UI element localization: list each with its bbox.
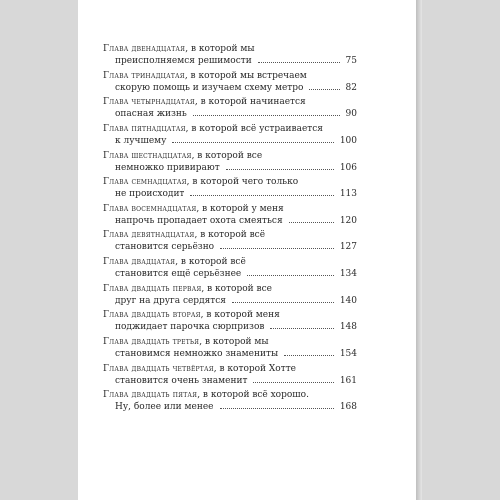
chapter-title: Глава двенадцатая	[103, 44, 186, 54]
page-number: 106	[339, 162, 357, 173]
page-number: 90	[345, 109, 357, 120]
page-number: 75	[345, 56, 357, 66]
chapter-subtitle-start: , в которой всё устраивается	[185, 123, 323, 134]
table-of-contents	[103, 43, 357, 416]
chapter-subtitle-end: Ну, более или менее	[115, 402, 214, 413]
chapter-title: Глава семнадцатая	[103, 177, 187, 188]
chapter-subtitle-start: , в которой чего только	[186, 177, 299, 188]
chapter-title: Глава двадцать первая	[103, 283, 202, 294]
dot-leader	[258, 54, 340, 63]
chapter-title: Глава пятнадцатая	[103, 123, 186, 134]
chapter-subtitle-start: , в которой всё	[175, 257, 246, 268]
page-number: 154	[339, 349, 357, 360]
chapter-subtitle-start: , в которой все	[201, 283, 272, 294]
dot-leader	[289, 214, 334, 223]
chapter-title: Глава двадцать вторая	[103, 310, 201, 321]
chapter-subtitle-start: , в которой меня	[200, 310, 280, 321]
chapter-subtitle-start: , в которой всё хорошо.	[197, 390, 309, 401]
chapter-title: Глава четырнадцатая	[103, 97, 195, 108]
toc-entry[interactable]	[103, 176, 357, 203]
chapter-subtitle-start: , в которой все	[191, 150, 263, 161]
page-number: 140	[339, 295, 357, 306]
chapter-title: Глава девятнадцатая	[103, 230, 195, 241]
page-number: 168	[339, 402, 357, 413]
toc-entry[interactable]	[103, 96, 357, 123]
chapter-subtitle-start: , в которой мы	[199, 337, 269, 348]
chapter-subtitle-end: не происходит	[115, 189, 185, 200]
toc-entry[interactable]	[103, 363, 357, 390]
dot-leader	[270, 320, 333, 329]
toc-entry[interactable]	[103, 229, 357, 256]
chapter-subtitle-end: немножко привирают	[115, 162, 220, 173]
dot-leader	[284, 347, 334, 356]
page-number: 134	[339, 269, 357, 280]
dot-leader	[190, 187, 333, 196]
chapter-subtitle-start: , в которой мы	[185, 44, 255, 54]
toc-entry[interactable]	[103, 389, 357, 416]
dot-leader	[253, 374, 333, 383]
toc-entry[interactable]	[103, 203, 357, 230]
toc-entry[interactable]	[103, 150, 357, 177]
chapter-subtitle-end: становимся немножко знамениты	[115, 349, 279, 360]
dot-leader	[309, 81, 339, 90]
page-number: 82	[345, 82, 357, 93]
chapter-subtitle-end: становится очень знаменит	[115, 375, 248, 386]
toc-entry[interactable]	[103, 256, 357, 283]
chapter-subtitle-start: , в которой Хотте	[213, 363, 297, 374]
dot-leader	[220, 400, 334, 409]
toc-entry[interactable]	[103, 123, 357, 150]
page-number: 127	[339, 242, 357, 253]
toc-entry[interactable]	[103, 43, 357, 70]
chapter-subtitle-end: скорую помощь и изучаем схему метро	[115, 82, 304, 93]
page-edge-shadow	[416, 0, 422, 500]
dot-leader	[232, 294, 334, 303]
chapter-subtitle-start: , в которой начинается	[194, 97, 306, 108]
chapter-subtitle-end: преисполняемся решимости	[115, 56, 252, 66]
page-number: 120	[339, 215, 357, 226]
toc-entry[interactable]	[103, 283, 357, 310]
toc-entry[interactable]	[103, 70, 357, 97]
chapter-subtitle-end: друг на друга сердятся	[115, 295, 226, 306]
toc-entry[interactable]	[103, 309, 357, 336]
page-number: 113	[339, 189, 357, 200]
page-number: 148	[339, 322, 357, 333]
dot-leader	[220, 240, 334, 249]
chapter-title: Глава двадцатая	[103, 257, 176, 268]
page-number: 161	[339, 375, 357, 386]
dot-leader	[226, 161, 334, 170]
toc-entry[interactable]	[103, 336, 357, 363]
chapter-subtitle-start: , в которой у меня	[196, 203, 284, 214]
chapter-title: Глава шестнадцатая	[103, 150, 192, 161]
dot-leader	[172, 134, 333, 143]
chapter-subtitle-end: опасная жизнь	[115, 109, 187, 120]
chapter-subtitle-end: становится серьёзно	[115, 242, 215, 253]
chapter-title: Глава восемнадцатая	[103, 203, 197, 214]
chapter-subtitle-start: , в которой всё	[194, 230, 266, 241]
chapter-title: Глава тринадцатая	[103, 70, 185, 81]
chapter-subtitle-end: к лучшему	[115, 135, 167, 146]
chapter-title: Глава двадцать четвёртая	[103, 363, 214, 374]
chapter-subtitle-end: поджидает парочка сюрпризов	[115, 322, 265, 333]
page-number: 100	[339, 135, 357, 146]
dot-leader	[247, 267, 334, 276]
chapter-subtitle-start: , в которой мы встречаем	[184, 70, 307, 81]
chapter-subtitle-end: напрочь пропадает охота смеяться	[115, 215, 283, 226]
chapter-title: Глава двадцать третья	[103, 337, 200, 348]
chapter-title: Глава двадцать пятая	[103, 390, 198, 401]
chapter-subtitle-end: становится ещё серьёзнее	[115, 269, 242, 280]
dot-leader	[193, 107, 340, 116]
